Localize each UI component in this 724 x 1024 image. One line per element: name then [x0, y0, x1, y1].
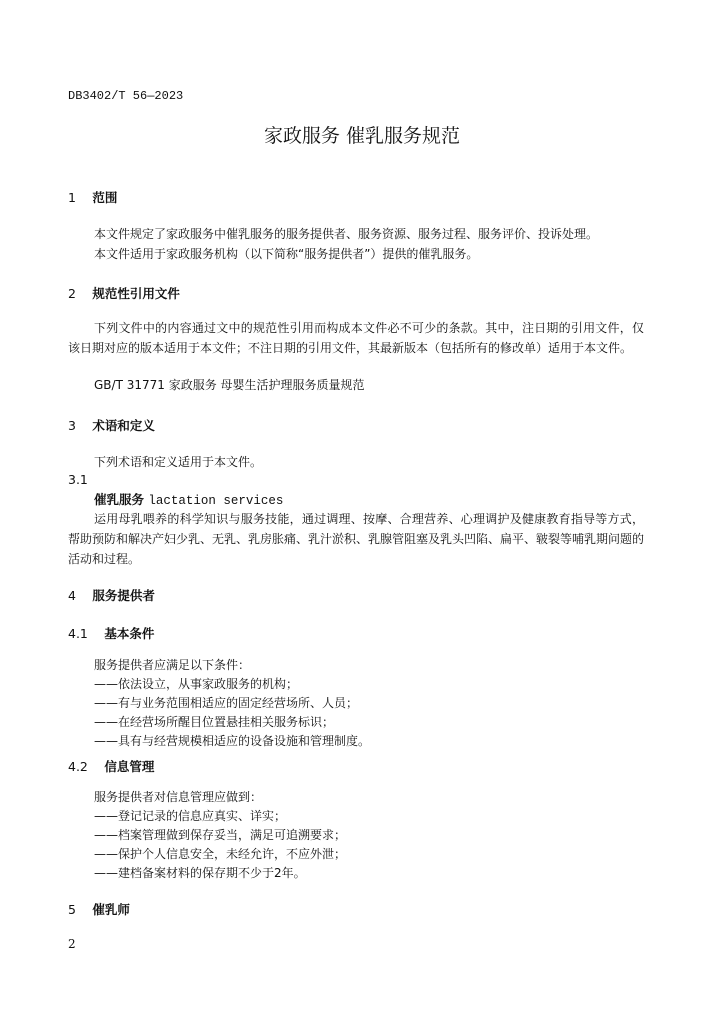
list-item: ——建档备案材料的保存期不少于2年。: [94, 866, 306, 880]
term-number: 3.1: [68, 472, 88, 487]
page-number: 2: [68, 937, 76, 951]
requirements-lead: 服务提供者对信息管理应做到：: [94, 790, 263, 804]
section-number: 1: [68, 190, 76, 205]
section-title: 规范性引用文件: [92, 286, 180, 301]
section-title: 术语和定义: [92, 418, 155, 433]
document-title: 家政服务 催乳服务规范: [263, 125, 461, 147]
section-title: 服务提供者: [92, 588, 155, 603]
list-item: ——具有与经营规模相适应的设备设施和管理制度。: [94, 734, 371, 748]
section-number: 4.2: [68, 759, 88, 774]
section-number: 2: [68, 286, 76, 301]
section-title: 催乳师: [92, 902, 130, 917]
list-item: ——保护个人信息安全，未经允许，不应外泄；: [94, 847, 347, 861]
document-code: DB3402/T 56—2023: [68, 89, 184, 103]
section-1-paragraph-1: 本文件规定了家政服务中催乳服务的服务提供者、服务资源、服务过程、服务评价、投诉处理。: [94, 227, 599, 241]
list-item: ——在经营场所醒目位置悬挂相关服务标识；: [94, 715, 335, 729]
list-item: ——登记记录的信息应真实、详实；: [94, 809, 287, 823]
term-definition: 运用母乳喂养的科学知识与服务技能，通过调理、按摩、合理营养、心理调护及健康教育指导等方式，帮助预防和解决产妇少乳、无乳、乳房胀痛、乳汁淤积、乳腺管阻塞及乳头凹陷、扁平、皲裂等哺乳期问题的活动和过程。: [68, 512, 645, 566]
term-chinese: 催乳服务: [94, 492, 145, 507]
requirements-lead: 服务提供者应满足以下条件：: [94, 658, 251, 672]
section-number: 5: [68, 902, 76, 917]
section-4-2-heading: [68, 757, 154, 775]
section-1-heading: [68, 188, 117, 206]
section-4-1-heading: [68, 624, 154, 642]
section-2-heading: [68, 284, 180, 302]
list-item: ——档案管理做到保存妥当，满足可追溯要求；: [94, 828, 347, 842]
section-number: 3: [68, 418, 76, 433]
section-number: 4.1: [68, 626, 88, 641]
section-3-paragraph-1: 下列术语和定义适用于本文件。: [94, 455, 263, 469]
term-english: lactation services: [148, 494, 284, 508]
term-entry: [94, 490, 283, 508]
section-title: 范围: [92, 190, 118, 205]
list-item: ——有与业务范围相适应的固定经营场所、人员；: [94, 696, 359, 710]
section-2-paragraph-1: 下列文件中的内容通过文中的规范性引用而构成本文件必不可少的条款。其中，注日期的引用文件，仅该日期对应的版本适用于本文件；不注日期的引用文件，其最新版本（包括所有的修改单）适用于本文件。: [68, 321, 644, 355]
normative-reference: GB/T 31771 家政服务 母婴生活护理服务质量规范: [94, 378, 365, 392]
section-1-paragraph-2: 本文件适用于家政服务机构（以下简称“服务提供者”）提供的催乳服务。: [94, 247, 479, 261]
section-number: 4: [68, 588, 76, 603]
section-3-heading: [68, 416, 155, 434]
list-item: ——依法设立，从事家政服务的机构；: [94, 677, 299, 691]
section-title: 信息管理: [104, 759, 155, 774]
section-4-heading: [68, 586, 155, 604]
section-5-heading: [68, 900, 130, 918]
section-title: 基本条件: [104, 626, 155, 641]
